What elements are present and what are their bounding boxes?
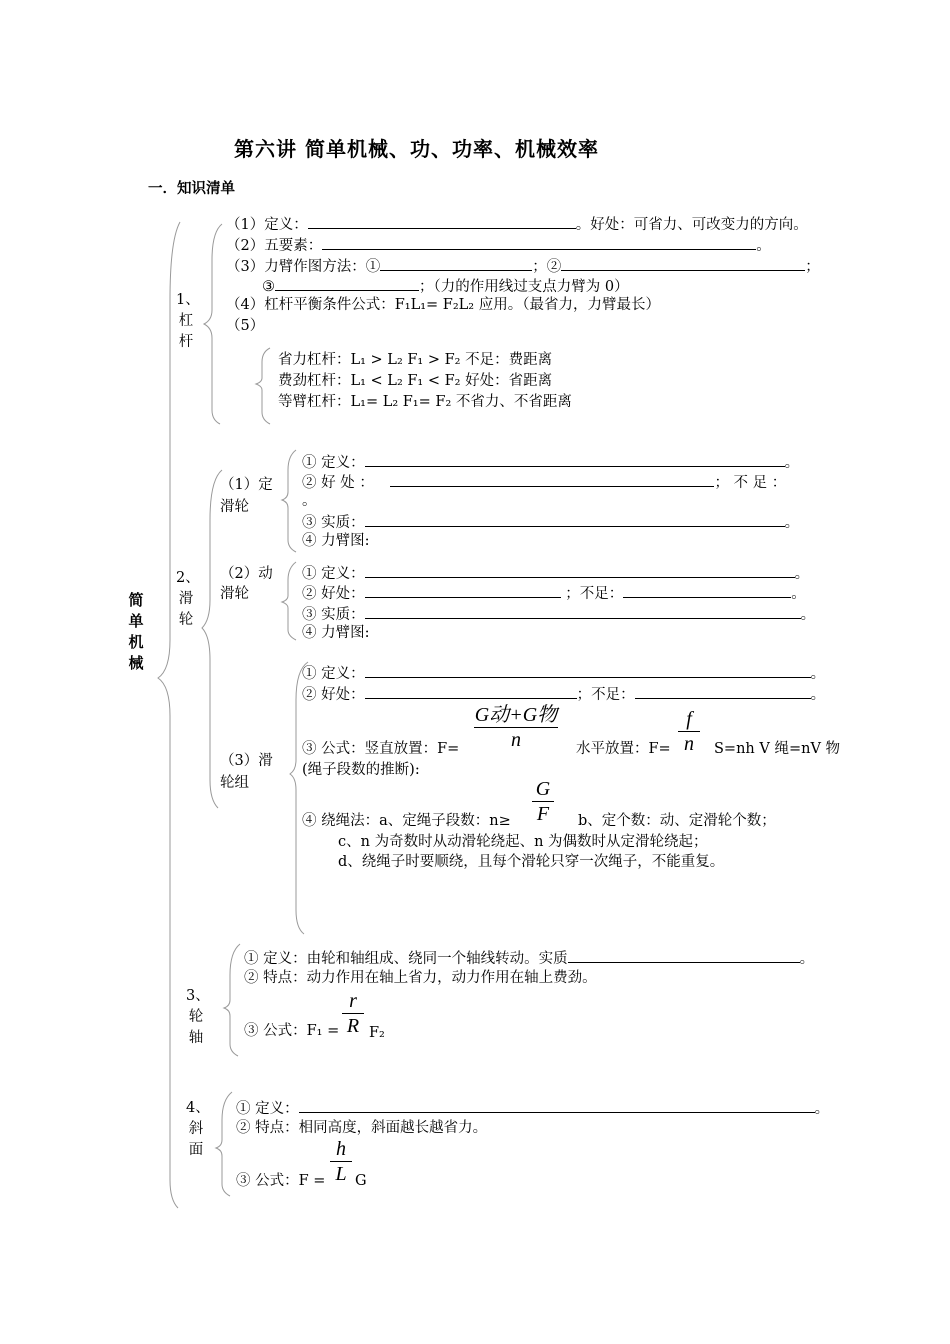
arm-method-label: （3）力臂作图方法：① <box>226 259 381 275</box>
wheel-brace <box>224 944 240 1056</box>
arm-method-3-label: ③ <box>262 279 275 295</box>
lever-def-label: （1）定义： <box>226 217 308 233</box>
fraction-numerator: h <box>336 1138 346 1160</box>
lever-type-force-saving: 省力杠杆：L₁ > L₂ F₁ > F₂ 不足：费距离 <box>278 352 553 368</box>
block-formula-horizontal: 水平放置：F= <box>576 741 671 757</box>
block-def-blank[interactable] <box>365 663 811 678</box>
movable-def-blank[interactable] <box>365 563 795 578</box>
block-bad-blank[interactable] <box>635 684 811 699</box>
movable-essence-label: ③ 实质： <box>302 607 365 623</box>
block-definition <box>302 663 825 683</box>
incline-brace <box>216 1092 232 1196</box>
block-horizontal-fraction <box>678 708 700 755</box>
winding-method-d: d、绕绳子时要顺绕，且每个滑轮只穿一次绳子，不能重复。 <box>338 854 725 870</box>
fixed-essence-label: ③ 实质： <box>302 515 365 531</box>
lever-type-equal-arm: 等臂杠杆：L₁= L₂ F₁= F₂ 不省力、不省距离 <box>278 394 572 410</box>
movable-pulley-label: （2）动滑轮 <box>220 566 273 602</box>
period: 。 <box>814 1101 830 1117</box>
fixed-essence-blank[interactable] <box>365 512 785 527</box>
fixed-def-blank[interactable] <box>365 452 785 467</box>
fraction-numerator: G <box>535 778 551 800</box>
lever-arm-method <box>226 256 820 276</box>
period: 。 <box>799 951 815 967</box>
arm-method-blank-1[interactable] <box>380 256 532 271</box>
block-good-label: ② 好处： <box>302 687 365 703</box>
movable-bad-blank[interactable] <box>623 583 791 598</box>
block-good-blank[interactable] <box>365 684 577 699</box>
main-brace <box>158 222 180 1208</box>
movable-arm-diagram: ④ 力臂图: <box>302 625 370 641</box>
winding-method-a: ④ 绕绳法：a、定绳子段数：n≥ <box>302 813 511 829</box>
fixed-essence <box>302 512 799 532</box>
wheel-essence-blank[interactable] <box>568 948 800 963</box>
lever-arm-method-3 <box>262 276 629 296</box>
period: 。 <box>784 455 800 471</box>
movable-essence-blank[interactable] <box>365 604 801 619</box>
fixed-dot: 。 <box>302 493 317 509</box>
fraction-numerator: G动+G物 <box>474 704 558 726</box>
arm-method-note: ；（力的作用线过支点力臂为 0） <box>419 279 629 295</box>
lever-elements-label: （2）五要素： <box>226 238 323 254</box>
movable-essence <box>302 604 815 624</box>
page-title: 第六讲 简单机械、功、功率、机械效率 <box>234 137 599 161</box>
period: 。 <box>810 687 826 703</box>
arm-method-sep: ；② <box>532 259 562 275</box>
winding-fraction <box>532 778 554 825</box>
period: 。 <box>784 515 800 531</box>
lever-types-brace <box>256 348 270 424</box>
movable-good-blank[interactable] <box>365 583 561 598</box>
arm-method-blank-2[interactable] <box>561 256 805 271</box>
wheel-axle-label: 3、轮轴 <box>186 988 210 1046</box>
lever-brace <box>204 224 222 424</box>
incline-label: 4、斜面 <box>186 1100 210 1158</box>
block-def-label: ① 定义： <box>302 666 365 682</box>
lever-balance: （4）杠杆平衡条件公式：F₁L₁= F₂L₂ 应用。（最省力，力臂最长） <box>226 297 660 313</box>
movable-benefit <box>302 583 806 603</box>
lever-types-heading: （5） <box>226 318 265 334</box>
fixed-bad-label: ； 不 足 ： <box>714 475 787 491</box>
movable-brace <box>282 562 296 640</box>
incline-formula: ③ 公式：F = <box>236 1173 326 1189</box>
wheel-fraction <box>342 990 364 1037</box>
block-infer-segments: (绳子段数的推断): <box>302 762 420 778</box>
fixed-brace <box>282 450 296 552</box>
movable-definition <box>302 563 809 583</box>
period: 。 <box>810 666 826 682</box>
block-benefit <box>302 684 825 704</box>
block-distance-speed: S=nh V 绳=nV 物 <box>714 741 841 757</box>
period: 。 <box>756 238 771 254</box>
incline-def-blank[interactable] <box>299 1098 815 1113</box>
arm-method-end: ； <box>805 259 820 275</box>
section-heading: 一．知识清单 <box>148 180 235 197</box>
fixed-good-blank[interactable] <box>390 472 714 487</box>
fraction-denominator: n <box>511 729 521 751</box>
fixed-arm-diagram: ④ 力臂图: <box>302 533 370 549</box>
fixed-good-label: ② 好 处 ： <box>302 475 374 491</box>
movable-def-label: ① 定义： <box>302 566 365 582</box>
lever-def-benefit: 。好处：可省力、可改变力的方向。 <box>575 217 808 233</box>
winding-method-c: c、n 为奇数时从动滑轮绕起、n 为偶数时从定滑轮绕起； <box>338 834 708 850</box>
incline-feature: ② 特点：相同高度，斜面越长越省力。 <box>236 1120 488 1136</box>
fraction-numerator: f <box>686 708 692 730</box>
block-bad-label: ；不足： <box>576 687 635 703</box>
lever-definition <box>226 214 808 234</box>
incline-definition <box>236 1098 829 1118</box>
pulley-brace <box>202 470 222 808</box>
fraction-denominator: L <box>335 1163 347 1185</box>
lever-label: 1、杠杆 <box>176 292 200 350</box>
main-category-label: 简单机械 <box>128 591 144 672</box>
pulley-label: 2、滑轮 <box>176 570 200 628</box>
wheel-formula: ③ 公式：F₁ = <box>244 1023 340 1039</box>
fixed-pulley-label: （1）定滑轮 <box>220 477 273 515</box>
wheel-feature: ② 特点：动力作用在轴上省力，动力作用在轴上费劲。 <box>244 970 597 986</box>
wheel-formula-tail: F₂ <box>369 1025 385 1041</box>
period: 。 <box>800 607 816 623</box>
period: 。 <box>794 566 810 582</box>
movable-bad-label: ；不足： <box>565 586 624 602</box>
block-formula-vertical: ③ 公式：竖直放置：F= <box>302 741 460 757</box>
lever-elements <box>226 235 771 255</box>
incline-fraction <box>330 1138 352 1185</box>
lever-def-blank[interactable] <box>308 214 576 229</box>
wheel-definition <box>244 948 814 968</box>
arm-method-blank-3[interactable] <box>275 276 419 291</box>
movable-good-label: ② 好处： <box>302 586 365 602</box>
fraction-denominator: R <box>346 1015 360 1037</box>
lever-elements-blank[interactable] <box>322 235 756 250</box>
fixed-benefit <box>302 472 786 492</box>
fraction-numerator: r <box>349 990 357 1012</box>
period: 。 <box>791 586 806 602</box>
wheel-def-text: ① 定义：由轮和轴组成、绕同一个轴线转动。实质 <box>244 951 568 967</box>
winding-method-b: b、定个数：动、定滑轮个数； <box>578 813 776 829</box>
fraction-denominator: F <box>536 803 550 825</box>
incline-def-label: ① 定义： <box>236 1101 299 1117</box>
fraction-denominator: n <box>684 733 694 755</box>
pulley-block-label: （3）滑轮组 <box>220 753 273 791</box>
block-vertical-fraction <box>474 704 558 751</box>
lever-type-effort: 费劲杠杆：L₁ < L₂ F₁ < F₂ 好处：省距离 <box>278 373 553 389</box>
incline-formula-tail: G <box>355 1173 367 1189</box>
fixed-definition <box>302 452 799 472</box>
fixed-def-label: ① 定义： <box>302 455 365 471</box>
